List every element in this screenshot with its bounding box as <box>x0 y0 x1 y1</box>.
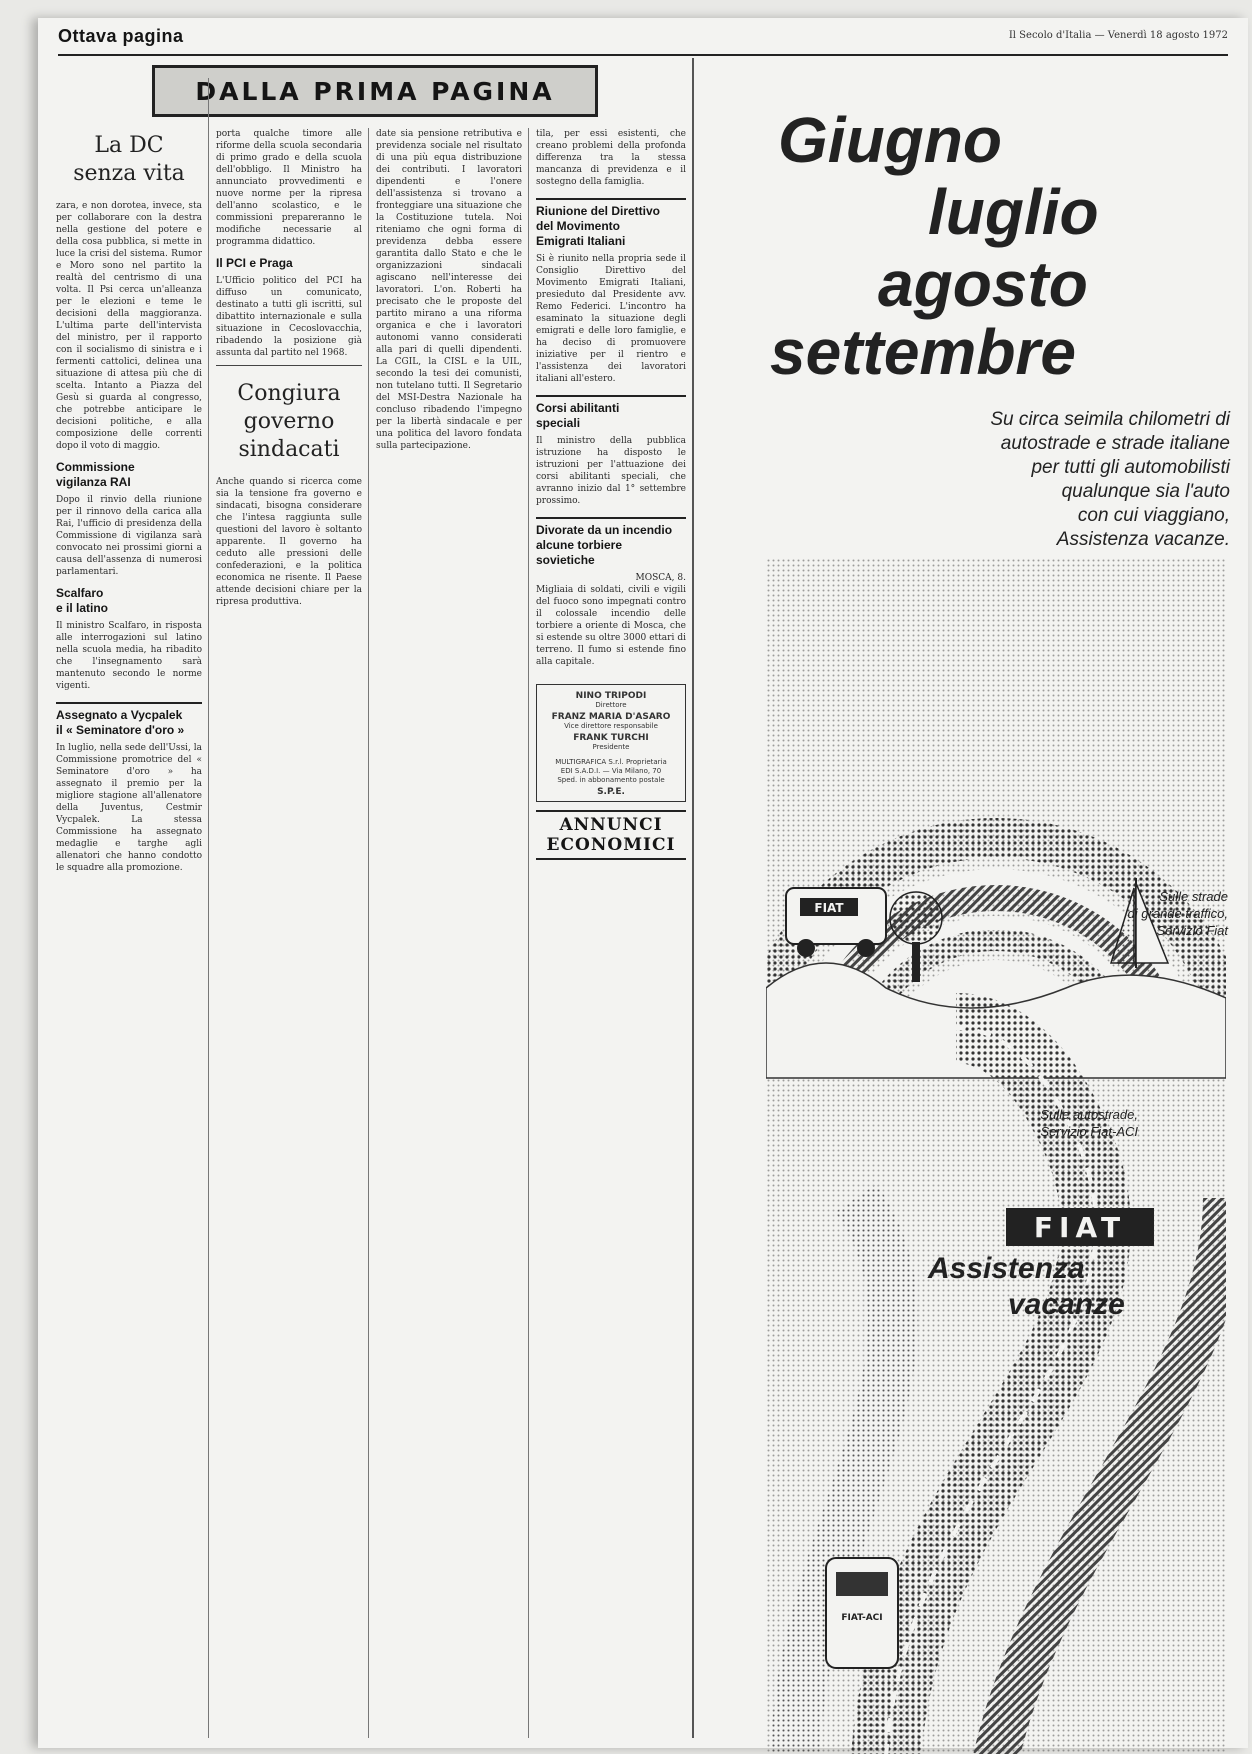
caption-line: Sulle strade <box>1159 889 1228 904</box>
pci-body: porta qualche timore alle riforme della scuola secondaria di primo grado e della scuola dell'obbligo. Il Ministro ha annunciato provvedimenti e nuove norme per la ripresa dell'anno scolastico, e le commissioni prepareranno le modifiche necessarie al programma didattico. <box>216 129 362 247</box>
banner-title: DALLA PRIMA PAGINA <box>195 76 555 106</box>
ad-autostrade-caption <box>1040 1106 1138 1140</box>
corsi-body: Il ministro della pubblica istruzione ha disposto le istruzioni per l'attuazione dei corsi abilitanti speciali, che avranno inizio dal 1° settembre prossimo. <box>536 436 686 506</box>
emigrati-title-line3: Emigrati Italiani <box>536 234 626 248</box>
rai-title-line1: Commissione <box>56 460 135 474</box>
torbiere-headline <box>536 517 686 568</box>
ad-tagline <box>990 408 1230 552</box>
masthead-line: Sped. in abbonamento postale <box>557 776 665 784</box>
congiura-title-line2: governo <box>243 409 335 434</box>
director-role: Direttore <box>595 701 627 709</box>
rai-title-line2: vigilanza RAI <box>56 475 131 489</box>
dc-title-line2: senza vita <box>73 161 185 186</box>
ad-word-luglio: luglio <box>928 176 1099 248</box>
ad-strade-caption <box>1128 888 1228 939</box>
section-banner <box>152 65 598 117</box>
masthead-line: MULTIGRAFICA S.r.l. Proprietaria <box>555 758 667 766</box>
dc-title-line1: La DC <box>94 133 164 158</box>
column-3 <box>376 128 522 1728</box>
column-divider <box>208 78 209 1738</box>
ad-tagline-line: qualunque sia l'auto <box>1061 481 1230 502</box>
ad-tagline-line: con cui viaggiano, <box>1077 505 1230 526</box>
fiat-aci-van <box>826 1558 898 1668</box>
scalfaro-title-line2: e il latino <box>56 601 109 615</box>
editorial-masthead-box <box>536 684 686 802</box>
torbiere-title-line2: alcune torbiere <box>536 538 623 552</box>
scalfaro-body: Il ministro Scalfaro, in risposta alle interrogazioni sul latino nella scuola media, ha ribadito che l'insegnamento sarà mantenuto secondo le norme vigenti. <box>56 621 202 691</box>
classifieds-heading: ANNUNCI ECONOMICI <box>536 810 686 860</box>
rai-body: Dopo il rinvio della riunione per il rinnovo della carica alla Rai, l'ufficio di presidenza della Commissione di vigilanza sarà convocato nei prossimi giorni a causa dell'assenza di numerosi parlamentari. <box>56 495 202 577</box>
congiura-title-line1: Congiura <box>237 381 341 406</box>
dc-body: zara, e non dorotea, invece, sta per collaborare con la destra nella gestione del potere e della cosa pubblica, si mette in luce la crisi del sistema. Rumor e Moro sono nel partito la realtà del centrismo di una volta. Il Psi cerca un'alleanza per le elezioni e teme le decisioni della maggioranza. L'ultima parte dell'intervista del ministro, per il rapporto con il socialismo di sinistra e i fermenti cattolici, delinea una situazione di attesa più che di scelta. Intanto a Piazza del Gesù si guarda al congresso, che potrebbe anticipare le decisioni politiche, e alla composizione delle correnti dopo il voto di maggio. <box>56 201 202 451</box>
corsi-title-line1: Corsi abilitanti <box>536 401 620 415</box>
column-4 <box>536 128 686 1738</box>
rainbow-road-illustration <box>766 558 1226 1754</box>
ad-slogan-assistenza: Assistenza <box>928 1252 1085 1285</box>
rai-headline <box>56 460 202 490</box>
corsi-headline <box>536 395 686 431</box>
column-divider <box>528 128 529 1738</box>
van-label: FIAT-ACI <box>841 1613 883 1623</box>
emigrati-headline <box>536 198 686 249</box>
truck-label: FIAT <box>814 901 844 915</box>
vycpalek-title-line1: Assegnato a Vycpalek <box>56 708 183 722</box>
divider <box>216 365 362 366</box>
congiura-headline <box>216 380 362 464</box>
caption-line: Servizio Fiat-ACI <box>1040 1124 1138 1139</box>
ad-divider <box>692 58 694 1738</box>
ad-tagline-line: Su circa seimila chilometri di <box>990 409 1230 430</box>
editor-name: FRANZ MARIA D'ASARO <box>551 712 671 722</box>
pci-body2: L'Ufficio politico del PCI ha diffuso un comunicato, destinato a tutti gli iscritti, sul dibattito internazionale e sulla situazione in Cecoslovacchia, ribadendo la posizione già assunta dal partito nel 1968. <box>216 276 362 358</box>
congiura-body: Anche quando si ricerca come sia la tensione fra governo e sindacati, bisogna considerare che l'intesa raggiunta sulle questioni del lavoro è soltanto apparente. Il governo ha ceduto alle pressioni delle confederazioni, e la politica economica ne risente. Il Paese attende decisioni chiare per la ripresa produttiva. <box>216 477 362 607</box>
caption-line: Sulle autostrade, <box>1040 1107 1138 1122</box>
masthead-line: S.P.E. <box>597 787 625 797</box>
ad-tagline-line: Assistenza vacanze. <box>1056 529 1230 550</box>
column-2 <box>216 128 362 1728</box>
newspaper-page <box>38 18 1248 1748</box>
torbiere-title-line3: sovietiche <box>536 553 595 567</box>
paper-date-line: Il Secolo d'Italia — Venerdì 18 agosto 1972 <box>1008 30 1228 41</box>
dc-headline <box>56 132 202 188</box>
ad-word-settembre: settembre <box>770 316 1076 388</box>
fiat-advertisement <box>738 88 1238 1748</box>
editor-role: Vice direttore responsabile <box>564 722 658 730</box>
masthead-line: EDI S.A.D.I. — Via Milano, 70 <box>560 767 662 775</box>
column-divider <box>368 128 369 1738</box>
emigrati-body: Si è riunito nella propria sede il Consiglio Direttivo del Movimento Emigrati Italiani, presieduto dal Presidente avv. Remo Federici. L'incontro ha esaminato la situazione degli emigrati e delle loro famiglie, e ha deciso di promuovere iniziative per il rientro e l'assistenza dei lavoratori italiani all'estero. <box>536 254 686 384</box>
printer-role: Presidente <box>592 743 630 751</box>
ad-slogan-vacanze: vacanze <box>1008 1288 1125 1321</box>
vycpalek-title-line2: il « Seminatore d'oro » <box>56 723 185 737</box>
emigrati-intro: tila, per essi esistenti, che creano problemi della profonda differenza tra la stessa mancanza di previdenza e il sostegno della famiglia. <box>536 129 686 187</box>
caption-line: di grande traffico, <box>1127 906 1228 921</box>
scalfaro-title-line1: Scalfaro <box>56 586 104 600</box>
scalfaro-headline <box>56 586 202 616</box>
torbiere-title-line1: Divorate da un incendio <box>536 523 673 537</box>
vycpalek-body: In luglio, nella sede dell'Ussi, la Commissione promotrice del « Seminatore d'oro » ha assegnato il premio per la migliore stagione all'allenatore della Juventus, Cestmir Vycpalek. La stessa Commissione ha assegnato medaglie e targhe agli allenatori che hanno condotto le squadre alla promozione. <box>56 743 202 873</box>
director-name: NINO TRIPODI <box>575 691 647 701</box>
ad-word-giugno: Giugno <box>778 104 1002 176</box>
section-name: Ottava pagina <box>58 26 184 46</box>
pci-subtitle: Il PCI e Praga <box>216 256 293 270</box>
column-1 <box>56 128 202 1728</box>
printer-name: FRANK TURCHI <box>573 733 649 743</box>
ad-tagline-line: per tutti gli automobilisti <box>1031 457 1230 478</box>
header-rule <box>58 54 1228 56</box>
centre-body: date sia pensione retributiva e previdenza sociale nel risultato di una più equa distribuzione dei contributi. I lavoratori dipendenti e l'onere dell'assistenza si trovano a fronteggiare una situazione che la Costituzione tutela. Noi riteniamo che ogni forma di previdenza debba essere garantita dallo Stato e che le organizzazioni sindacali agiscano nell'interesse dei lavoratori. L'on. Roberti ha precisato che le proposte del partito mirano a una riforma organica e che i lavoratori autonomi vanno considerati alla pari di quelli dipendenti. La CGIL, la CISL e la UIL, secondo la tesi dei comunisti, non tutelano tutti. Il Segretario del MSI-Destra Nazionale ha concluso ribadendo l'impegno per la libertà sindacale e per una politica del lavoro fondata sulla partecipazione. <box>376 129 522 451</box>
fiat-logo: FIAT <box>1006 1208 1154 1246</box>
congiura-title-line3: sindacati <box>238 437 340 462</box>
vycpalek-headline <box>56 702 202 738</box>
emigrati-title-line1: Riunione del Direttivo <box>536 204 661 218</box>
torbiere-dateline: MOSCA, 8. <box>635 573 686 583</box>
ad-word-agosto: agosto <box>878 248 1088 320</box>
corsi-title-line2: speciali <box>536 416 581 430</box>
caption-line: Servizio Fiat <box>1156 923 1228 938</box>
torbiere-body: Migliaia di soldati, civili e vigili del fuoco sono impegnati contro il colossale incendio delle torbiere a oriente di Mosca, che si estende su oltre 3000 ettari di terreno. Il fumo si estende fino alla capitale. <box>536 585 686 667</box>
emigrati-title-line2: del Movimento <box>536 219 621 233</box>
ad-tagline-line: autostrade e strade italiane <box>1000 433 1230 454</box>
